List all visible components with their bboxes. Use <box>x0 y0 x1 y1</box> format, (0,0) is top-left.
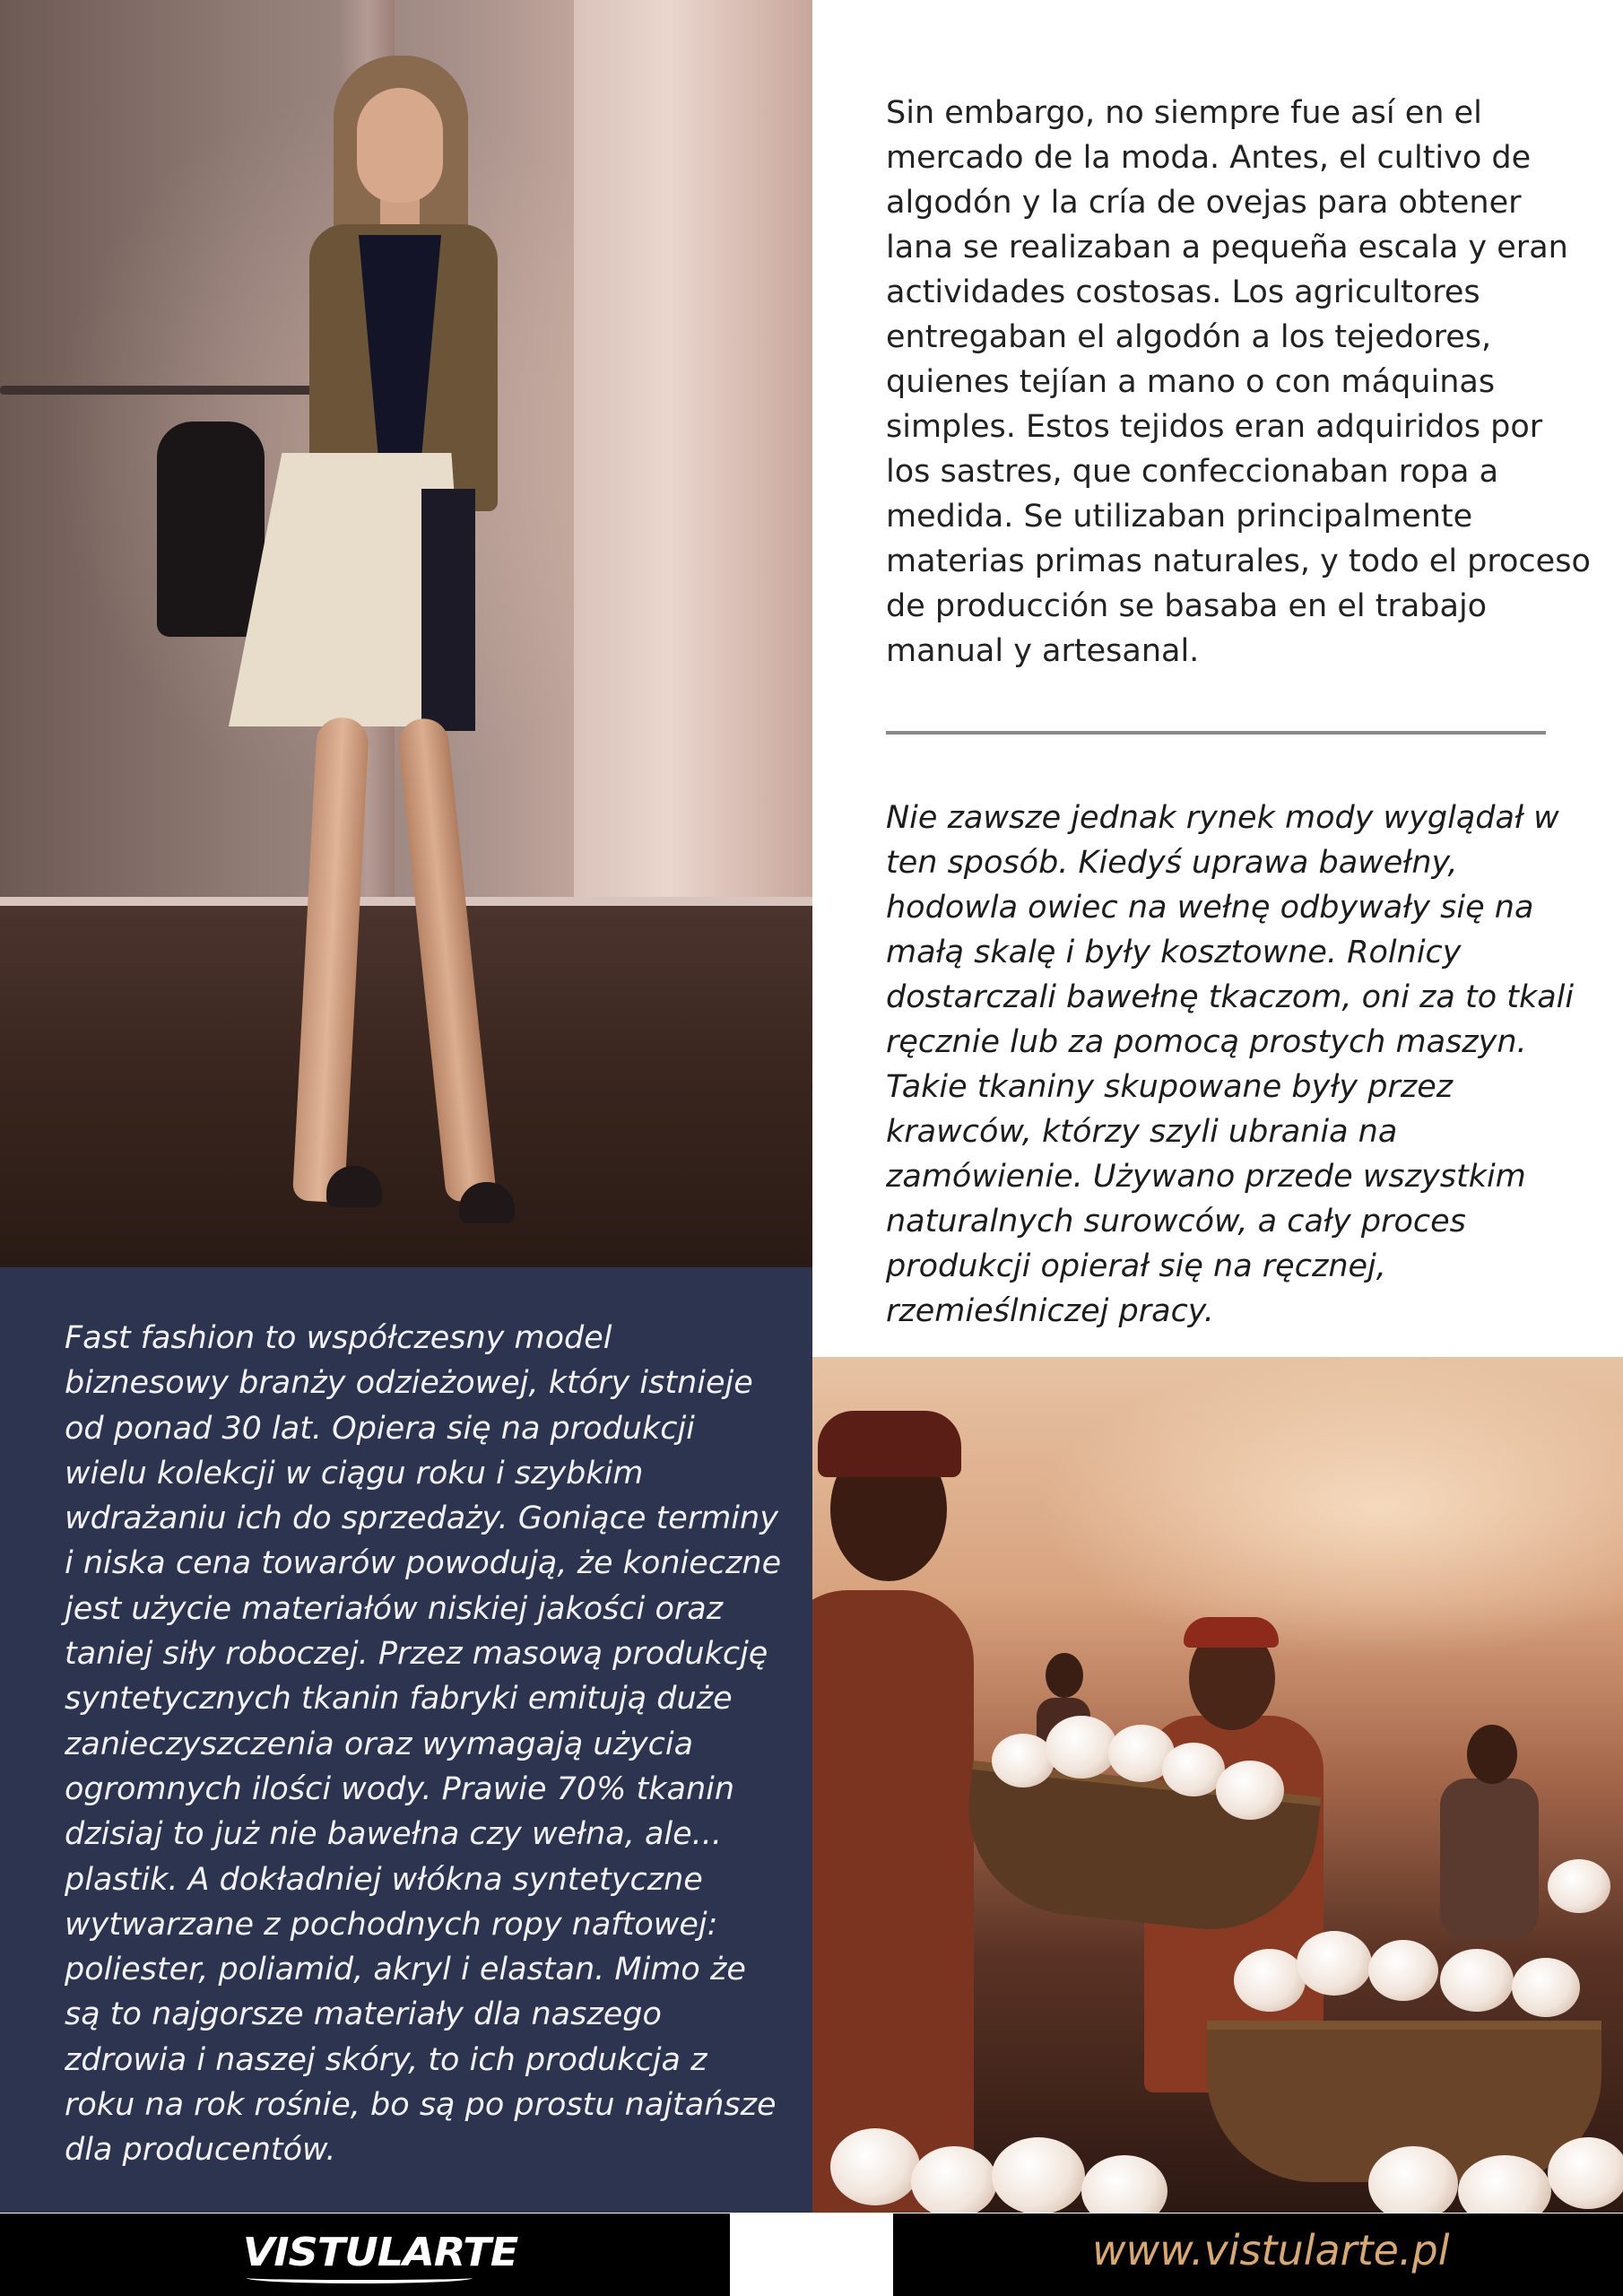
vistularte-logo <box>243 2230 518 2275</box>
polish-history-paragraph: Nie zawsze jednak rynek mody wyglądał w ten sposób. Kiedyś uprawa bawełny, hodowla owiec na wełnę odbywały się na małą skalę i były kosztowne. Rolnicy dostarczali bawełnę tkaczom, oni za to tkali ręcznie lub za pomocą prostych maszyn. Takie tkaniny skupowane były przez krawców, którzy szyli ubrania na zamówienie. Używano przede wszystkim naturalnych surowców, a cały proces produkcji opierał się na ręcznej, rzemieślniczej pracy. <box>886 800 1575 1329</box>
fast-fashion-paragraph: Fast fashion to współczesny model biznesowy branży odzieżowej, który istnieje od ponad 30 lat. Opiera się na produkcji wielu kolekcji w ciągu roku i szybkim wdrażaniu ich do sprzedaży. Goniące terminy i niska cena towarów powodują, że konieczne jest użycie materiałów niskiej jakości oraz taniej siły roboczej. Przez masową produkcję syntetycznych tkanin fabryki emitują duże zanieczyszczenia oraz wymagają użycia ogromnych ilości wody. Prawie 70% tkanin dzisiaj to już nie bawełna czy wełna, ale... plastik. A dokładniej włókna syntetyczne wytwarzane z pochodnych ropy naftowej: poliester, poliamid, akryl i elastan. Mimo że są to najgorsze materiały dla naszego zdrowia i naszej skóry, to ich produkcja z roku na rok rośnie, bo są po prostu najtańsze dla producentów. <box>65 1320 782 2169</box>
footer-url-bar <box>893 2213 1623 2296</box>
website-link[interactable]: www.vistularte.pl <box>1092 2226 1450 2274</box>
spanish-paragraph: Sin embargo, no siempre fue así en el mercado de la moda. Antes, el cultivo de algodón y la cría de ovejas para obtener lana se realizaban a pequeña escala y eran actividades costosas. Los agricultores entregaban el algodón a los tejedores, quienes tejían a mano o con máquinas simples. Estos tejidos eran adquiridos por los sastres, que confeccionaban ropa a medida. Se utilizaban principalmente materias primas naturales, y todo el proceso de producción se basaba en el trabajo manual y artesanal. <box>886 95 1591 669</box>
cotton-harvest-photo <box>812 1357 1623 2213</box>
fashion-model-photo <box>0 0 812 1267</box>
section-divider <box>886 731 1546 735</box>
footer-brand-bar <box>0 2213 730 2296</box>
brand-name: VISTULARTE <box>242 2230 518 2275</box>
fast-fashion-panel <box>0 1267 812 2213</box>
